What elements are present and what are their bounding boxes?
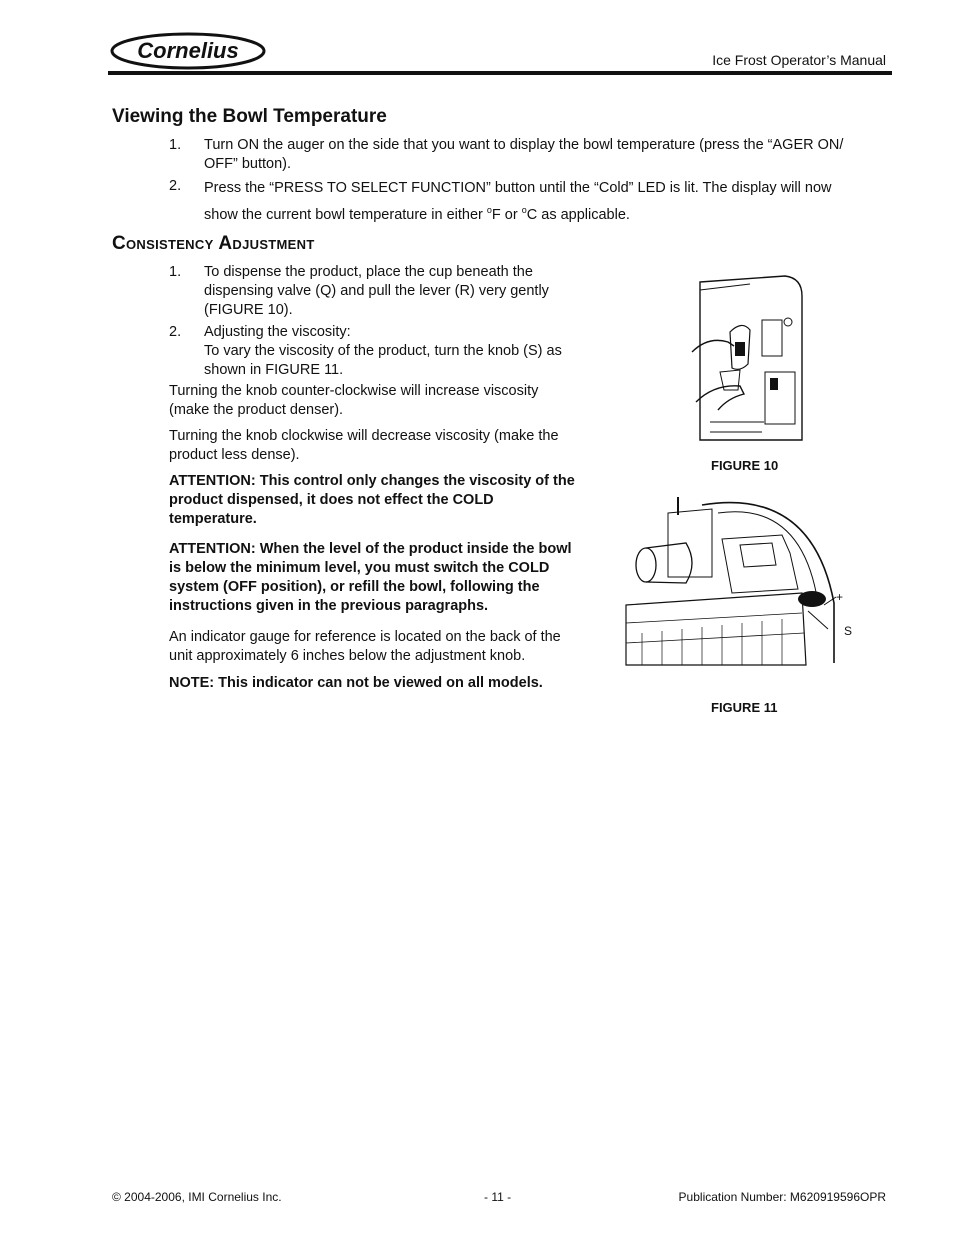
step-line: (FIGURE 10).: [204, 302, 293, 318]
figure-10-illustration: [690, 272, 810, 452]
step-line: dispensing valve (Q) and pull the lever (R) very gently: [204, 283, 549, 299]
attention-note-2: [169, 540, 609, 616]
paragraph-counter-clockwise: [169, 382, 609, 420]
step-number: 2.: [169, 178, 182, 194]
figure-11-plus-label: +: [836, 590, 844, 604]
step-number: 2.: [169, 324, 182, 340]
step-line: To dispense the product, place the cup beneath the: [204, 264, 533, 280]
step-number: 1.: [169, 264, 182, 280]
header-divider: [108, 71, 892, 75]
list-item: [169, 136, 889, 176]
step-line: C as applicable.: [526, 206, 630, 223]
paragraph-indicator-gauge: [169, 628, 609, 666]
para-line: Turning the knob counter-clockwise will increase viscosity: [169, 383, 539, 399]
manual-title: Ice Frost Operator’s Manual: [712, 52, 886, 68]
step-text: [204, 323, 562, 380]
degree-sup: o: [486, 205, 492, 215]
section-title-bowl-temperature: Viewing the Bowl Temperature: [112, 106, 387, 127]
step-text: [204, 263, 549, 320]
footer-page-number: - 11 -: [484, 1190, 512, 1204]
para-line: ATTENTION: This control only changes the viscosity of the: [169, 473, 575, 489]
note-indicator: NOTE: This indicator can not be viewed on all models.: [169, 675, 543, 691]
list-item: [169, 177, 889, 223]
list-item: [169, 323, 609, 381]
para-line: system (OFF position), or refill the bowl, following the: [169, 579, 540, 595]
step-text: [204, 136, 843, 174]
figure-11-illustration: [622, 493, 862, 673]
para-line: unit approximately 6 inches below the adjustment knob.: [169, 648, 526, 664]
step-number: 1.: [169, 137, 182, 153]
footer-copyright: © 2004-2006, IMI Cornelius Inc.: [112, 1190, 282, 1204]
figure-11-caption: FIGURE 11: [711, 700, 778, 715]
figure-11-s-label: S: [844, 624, 853, 638]
cornelius-logo: [108, 28, 268, 74]
step-line: Press the “PRESS TO SELECT FUNCTION” button until the “Cold” LED is lit. The display will now: [204, 180, 832, 196]
step-line: To vary the viscosity of the product, turn the knob (S) as: [204, 343, 562, 359]
para-line: (make the product denser).: [169, 402, 344, 418]
logo-text: Cornelius: [137, 38, 239, 63]
paragraph-clockwise: [169, 427, 609, 465]
step-line: Turn ON the auger on the side that you want to display the bowl temperature (press the “AGER ON/: [204, 137, 844, 153]
degree-sup: o: [521, 205, 527, 215]
step-line: OFF” button).: [204, 156, 292, 172]
para-line: temperature.: [169, 511, 257, 527]
step-text: [204, 177, 831, 226]
step-line: F or: [491, 206, 522, 223]
attention-note-1: [169, 472, 609, 529]
step-line: shown in FIGURE 11.: [204, 362, 344, 378]
step-line: Adjusting the viscosity:: [204, 324, 351, 340]
para-line: product dispensed, it does not effect the COLD: [169, 492, 494, 508]
step-line: show the current bowl temperature in either: [204, 206, 487, 223]
para-line: is below the minimum level, you must switch the COLD: [169, 560, 550, 576]
figure-10-caption: FIGURE 10: [711, 458, 779, 473]
footer-publication-number: Publication Number: M620919596OPR: [678, 1190, 886, 1204]
para-line: product less dense).: [169, 447, 300, 463]
section-title-consistency: Consistency Adjustment: [112, 233, 315, 254]
para-line: Turning the knob clockwise will decrease viscosity (make the: [169, 428, 559, 444]
list-item: [169, 263, 609, 321]
para-line: ATTENTION: When the level of the product inside the bowl: [169, 541, 572, 557]
para-line: An indicator gauge for reference is located on the back of the: [169, 629, 561, 645]
para-line: instructions given in the previous paragraphs.: [169, 598, 489, 614]
